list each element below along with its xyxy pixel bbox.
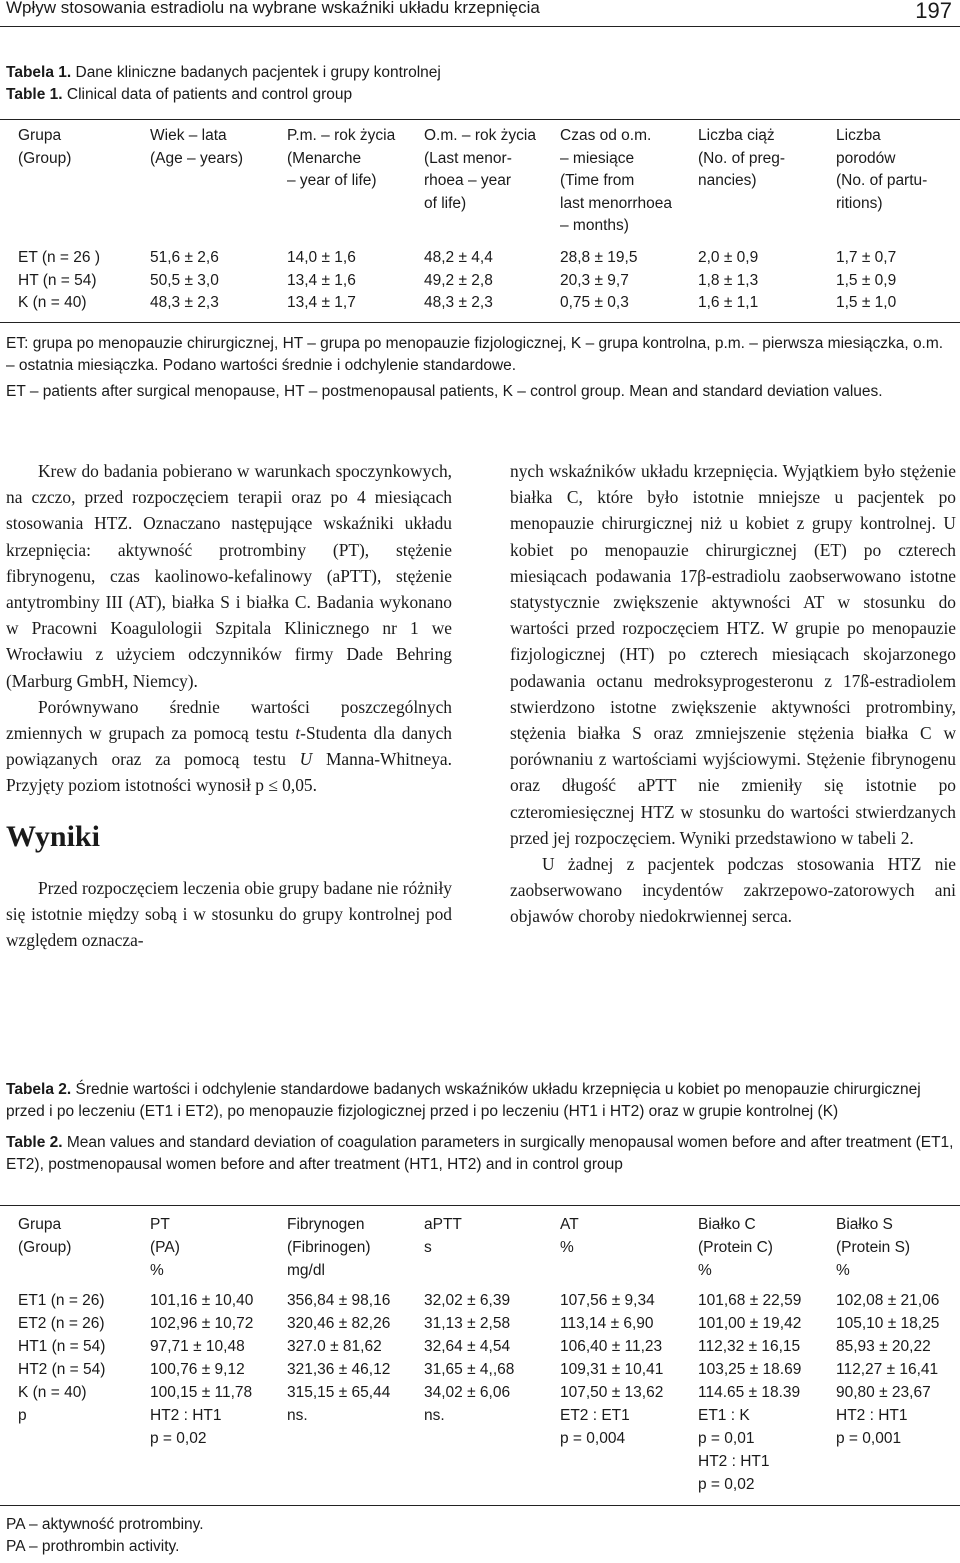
- table1-header-cell: – year of life): [287, 172, 377, 189]
- table2-data-cell: p = 0,01: [698, 1430, 755, 1447]
- table2-data-cell: ET2 : ET1: [560, 1407, 630, 1424]
- footnote-en: PA – prothrombin activity.: [6, 1538, 180, 1555]
- table2-data-cell: 327.0 ± 81,62: [287, 1338, 382, 1355]
- table2-header-cell: Białko C: [698, 1216, 756, 1233]
- table1-header-cell: O.m. – rok życia: [424, 127, 536, 144]
- table2-data-cell: 32,64 ± 4,54: [424, 1338, 511, 1355]
- table2-header-cell: s: [424, 1239, 432, 1256]
- table1-data-cell: 50,5 ± 3,0: [150, 271, 219, 289]
- table2-data-cell: 97,71 ± 10,48: [150, 1338, 245, 1355]
- table1-header-cell: (Menarche: [287, 149, 362, 167]
- table1-header-cell: rhoea – year: [424, 172, 512, 189]
- table2-data-cell: 106,40 ± 11,23: [560, 1338, 663, 1355]
- table1-group-label: HT (n = 54): [18, 271, 97, 289]
- table1-data-cell: 0,75 ± 0,3: [560, 294, 629, 311]
- table2-data-cell: p = 0,001: [836, 1430, 902, 1447]
- table1-header-cell: (Time from: [560, 172, 635, 189]
- table2-header-cell: (Group): [18, 1239, 72, 1256]
- table2-header-cell: Grupa: [18, 1216, 62, 1233]
- table2-header-cell: (Fibrinogen): [287, 1239, 371, 1256]
- table2-header-cell: (Protein C): [698, 1239, 773, 1256]
- table2-data-cell: 103,25 ± 18.69: [698, 1361, 802, 1378]
- table1-header-cell: – months): [560, 217, 629, 234]
- table2-group-label: HT1 (n = 54): [18, 1338, 106, 1355]
- table2-data-cell: ns.: [287, 1407, 308, 1424]
- table1-data-cell: 48,3 ± 2,3: [150, 294, 219, 311]
- table2-header-cell: PT: [150, 1216, 170, 1233]
- table1-bottom-rule: [0, 322, 960, 323]
- table1-data-cell: 1,8 ± 1,3: [698, 271, 759, 289]
- body-left-column: [6, 458, 452, 953]
- table2-caption-pl: Tabela 2. Średnie wartości i odchylenie standardowe badanych wskaźników układu krzepnięcia u kobiet po menopauzie chirurgicznej przed i po leczeniu (ET1 i ET2), po menopauzie fizjologicznej przed i po leczeniu (HT1 i HT2) oraz w grupie kontrolnej (K): [6, 1081, 921, 1120]
- results-paragraph-2: nych wskaźników układu krzepnięcia. Wyjątkiem było stężenie białka C, które było istotnie mniejsze u pacjentek po menopauzie chirurgicznej niż u kobiet z grupy kontrolnej. U kobiet po menopauzie chirurgicznej (ET) po czterech miesiącach podawania 17β-estradiolu zaobserwowano istotne statystycznie zwiększenie aktywności AT w stosunku do wartości przed rozpoczęciem HTZ. W grupie po menopauzie fizjologicznej (HT) po czterech miesiącach skojarzonego podawania octanu medroksyprogesteronu z 17ß-estradiolem stwierdzono istotne zwiększenie aktywności protrombiny, stężenia białka S oraz zmniejszenie stężenia białka C w porównaniu z wartościami wyjściowymi. Stężenie fibrynogenu oraz długość aPTT nie zmieniły się istotnie po czteromiesięcznej HTZ w stosunku do wartości stwierdzanych przed jej rozpoczęciem. Wyniki przedstawiono w tabeli 2.: [510, 461, 956, 848]
- table1-data-cell: 28,8 ± 19,5: [560, 249, 638, 266]
- table2-data-cell: 31,13 ± 2,58: [424, 1315, 511, 1332]
- table1-header-cell: (Group): [18, 149, 72, 167]
- table2-data-cell: 102,96 ± 10,72: [150, 1315, 254, 1332]
- table1-data-cell: 48,2 ± 4,4: [424, 249, 493, 266]
- results-paragraph-1: Przed rozpoczęciem leczenia obie grupy badane nie różniły się istotnie między sobą i w stosunku do grupy kontrolnej pod względem oznacza-: [6, 877, 452, 951]
- table2-data-cell: ET1 : K: [698, 1407, 750, 1424]
- table2-data-cell: p = 0,02: [698, 1476, 755, 1493]
- table2-group-label: HT2 (n = 54): [18, 1361, 106, 1378]
- table1-data-cell: 1,5 ± 0,9: [836, 271, 897, 289]
- table2-data-cell: p = 0,02: [150, 1430, 207, 1447]
- header-rule: [0, 26, 960, 27]
- table2-data-cell: HT2 : HT1: [150, 1407, 222, 1424]
- table2-group-label: p: [18, 1407, 27, 1424]
- table1-data-cell: 13,4 ± 1,6: [287, 271, 356, 289]
- table2-data-cell: 34,02 ± 6,06: [424, 1384, 511, 1401]
- table2-data-cell: 356,84 ± 98,16: [287, 1292, 391, 1309]
- table2-data-cell: 101,68 ± 22,59: [698, 1292, 802, 1309]
- table1-header-cell: (No. of preg-: [698, 149, 786, 167]
- table2-data-cell: 32,02 ± 6,39: [424, 1292, 511, 1309]
- table1-data-cell: 1,5 ± 1,0: [836, 294, 897, 311]
- table1-note-pl: ET: grupa po menopauzie chirurgicznej, HT – grupa po menopauzie fizjologicznej, K – grupa kontrolna, p.m. – pierwsza miesiączka, o.m. – ostatnia miesiączka. Podano wartości średnie i odchylenie standardowe.: [6, 335, 944, 374]
- table1-header-cell: ritions): [836, 194, 883, 212]
- running-title: Wpływ stosowania estradiolu na wybrane wskaźniki układu krzepnięcia: [6, 0, 540, 17]
- table2-data-cell: 102,08 ± 21,06: [836, 1292, 940, 1309]
- table2-data-cell: 107,50 ± 13,62: [560, 1384, 664, 1401]
- table1-group-label: K (n = 40): [18, 294, 87, 311]
- table2-data-cell: 113,14 ± 6,90: [560, 1315, 654, 1332]
- table1-header-cell: (Last menor-: [424, 149, 512, 167]
- table2-header-cell: %: [150, 1262, 164, 1279]
- table2-caption: [6, 1079, 954, 1176]
- table2-header-cell: AT: [560, 1216, 579, 1233]
- table1-header-cell: Wiek – lata: [150, 127, 227, 144]
- table1-header-cell: porodów: [836, 149, 896, 167]
- table2-header-cell: (Protein S): [836, 1239, 911, 1256]
- methods-paragraph: Krew do badania pobierano w warunkach spoczynkowych, na czczo, przed rozpoczęciem terapii oraz po 4 miesiącach stosowania HTZ. Oznaczano następujące wskaźniki układu krzepnięcia: aktywność protrombiny (PT), stężenie fibrynogenu, czas kaolinowo-kefalinowy (aPTT), stężenie antytrombiny III (AT), białka S i białka C. Badania wykonano w Pracowni Koagulologii Szpitala Klinicznego nr 1 we Wrocławiu z użyciem odczynników firmy Dade Behring (Marburg GmbH, Niemcy).: [6, 461, 452, 691]
- table2-data-cell: 114.65 ± 18.39: [698, 1384, 801, 1401]
- table2-top-rule: [0, 1205, 960, 1206]
- table2-data-cell: 100,76 ± 9,12: [150, 1361, 245, 1378]
- table2-data-cell: 100,15 ± 11,78: [150, 1384, 253, 1401]
- table2-data-cell: 90,80 ± 23,67: [836, 1384, 931, 1401]
- table1-data-cell: 14,0 ± 1,6: [287, 249, 356, 266]
- table2-data-cell: 85,93 ± 20,22: [836, 1338, 931, 1355]
- table1-top-rule: [0, 119, 960, 120]
- table2-data-cell: 112,32 ± 16,15: [698, 1338, 801, 1355]
- table1-data-cell: 13,4 ± 1,7: [287, 294, 356, 311]
- table2-data-cell: 320,46 ± 82,26: [287, 1315, 391, 1332]
- table2-data-cell: HT2 : HT1: [836, 1407, 908, 1424]
- table2-header-cell: %: [698, 1262, 712, 1279]
- results-paragraph-3: U żadnej z pacjentek podczas stosowania HTZ nie zaobserwowano incydentów zakrzepowo-zatorowych ani objawów choroby niedokrwiennej serca.: [510, 854, 956, 927]
- table1-caption: [6, 62, 956, 106]
- table2-data-cell: ns.: [424, 1407, 445, 1424]
- table2-data-cell: 31,65 ± 4,,68: [424, 1361, 515, 1378]
- table2-data-cell: HT2 : HT1: [698, 1453, 770, 1470]
- table1-header-cell: Grupa: [18, 127, 62, 144]
- table1-header-cell: Czas od o.m.: [560, 127, 652, 144]
- table1-header-cell: (No. of partu-: [836, 172, 928, 189]
- table1-data-cell: 49,2 ± 2,8: [424, 271, 493, 289]
- table2-header-cell: (PA): [150, 1239, 180, 1256]
- table1-note-en: ET – patients after surgical menopause, HT – postmenopausal patients, K – control group. Mean and standard deviation values.: [6, 383, 883, 400]
- table1-caption-pl: Tabela 1. Dane kliniczne badanych pacjentek i grupy kontrolnej: [6, 64, 441, 81]
- table2-data-cell: 107,56 ± 9,34: [560, 1292, 655, 1309]
- table2-header-cell: Białko S: [836, 1216, 893, 1233]
- table2-data-cell: p = 0,004: [560, 1430, 626, 1447]
- table1-header-cell: last menorrhoea: [560, 194, 673, 212]
- table2-data-cell: 105,10 ± 18,25: [836, 1315, 940, 1332]
- table2-group-label: ET1 (n = 26): [18, 1292, 105, 1309]
- table2-header-cell: aPTT: [424, 1216, 462, 1233]
- body-right-column: [510, 458, 956, 930]
- table1-group-label: ET (n = 26 ): [18, 249, 100, 266]
- table2-data-cell: 101,00 ± 19,42: [698, 1315, 802, 1332]
- table2-header-cell: Fibrynogen: [287, 1216, 365, 1233]
- table2-group-label: ET2 (n = 26): [18, 1315, 105, 1332]
- table1-notes: [6, 333, 954, 403]
- table1-data-cell: 48,3 ± 2,3: [424, 294, 493, 311]
- results-heading: Wyniki: [6, 819, 100, 853]
- footnote-pl: PA – aktywność protrombiny.: [6, 1516, 204, 1533]
- table1-data-cell: 20,3 ± 9,7: [560, 271, 629, 289]
- statistics-paragraph: Porównywano średnie wartości poszczególnych zmiennych w grupach za pomocą testu t-Studenta dla danych powiązanych oraz za pomocą testu U Manna-Whitneya. Przyjęty poziom istotności wynosił p ≤ 0,05.: [6, 696, 452, 796]
- table1-header-cell: nancies): [698, 172, 757, 189]
- table1-data-cell: 51,6 ± 2,6: [150, 249, 219, 266]
- table2-header-cell: %: [560, 1239, 574, 1256]
- table1-header-cell: (Age – years): [150, 149, 244, 167]
- table2-data-cell: 109,31 ± 10,41: [560, 1361, 664, 1378]
- table2-data-cell: 315,15 ± 65,44: [287, 1384, 391, 1401]
- table2-data-cell: 321,36 ± 46,12: [287, 1361, 391, 1378]
- table1-header-cell: P.m. – rok życia: [287, 127, 396, 144]
- table2-header-cell: mg/dl: [287, 1262, 325, 1279]
- page-number: 197: [915, 0, 952, 23]
- running-header: [0, 0, 960, 24]
- table1-header-cell: Liczba ciąż: [698, 127, 775, 144]
- table2-footnotes: [6, 1514, 954, 1558]
- table2-group-label: K (n = 40): [18, 1384, 87, 1401]
- table1-header-cell: – miesiące: [560, 149, 635, 167]
- table1-header-cell: Liczba: [836, 127, 881, 144]
- table1-data-cell: 2,0 ± 0,9: [698, 249, 759, 266]
- table2-data-cell: 112,27 ± 16,41: [836, 1361, 939, 1378]
- table1-header-cell: of life): [424, 194, 467, 212]
- table2-bottom-rule: [0, 1505, 960, 1506]
- table2-data-cell: 101,16 ± 10,40: [150, 1292, 254, 1309]
- table1-data-cell: 1,6 ± 1,1: [698, 294, 759, 311]
- table2-caption-en: Table 2. Mean values and standard deviation of coagulation parameters in surgically menopausal women before and after treatment (ET1, ET2), postmenopausal women before and after treatment (HT1, HT2) and in control group: [6, 1134, 954, 1173]
- table2-header-cell: %: [836, 1262, 850, 1279]
- table1-caption-en: Table 1. Clinical data of patients and control group: [6, 86, 353, 103]
- table1-data-cell: 1,7 ± 0,7: [836, 249, 897, 266]
